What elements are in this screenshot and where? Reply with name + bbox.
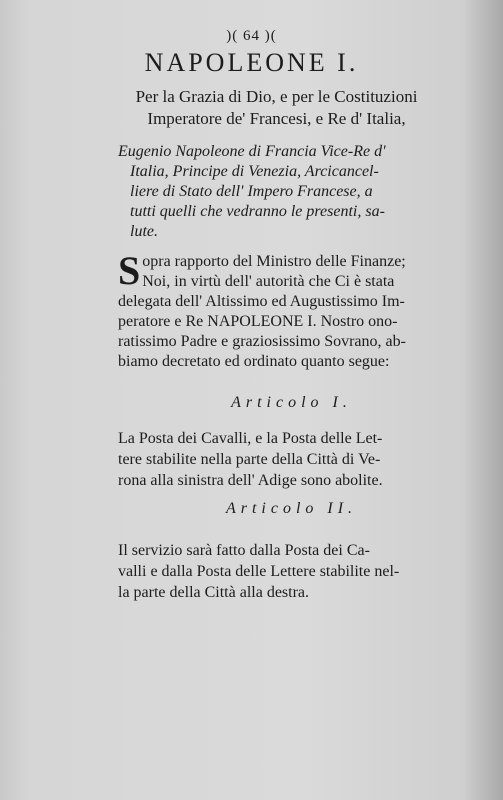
article-line: tere stabilite nella parte della Città di Ve- xyxy=(118,451,381,468)
decree-line: peratore e Re NAPOLEONE I. Nostro ono- xyxy=(118,313,398,330)
decree-line: biamo decretato ed ordinato quanto segue: xyxy=(118,353,390,370)
decree-line: ratissimo Padre e graziosissimo Sovrano, ab- xyxy=(118,333,406,350)
decree-line: Noi, in virtù dell' autorità che Ci è stata xyxy=(142,273,395,290)
prince-line: lute. xyxy=(130,223,158,240)
article-line: La Posta dei Cavalli, e la Posta delle Let- xyxy=(118,430,383,447)
prince-address xyxy=(118,142,483,242)
decree-line: opra rapporto del Ministro delle Finanze; xyxy=(142,253,406,270)
article-heading: Articolo I. xyxy=(231,394,352,411)
prince-line: Eugenio Napoleone di Francia Vice-Re d' xyxy=(118,143,386,160)
prince-line: Italia, Principe di Venezia, Arcicancel- xyxy=(130,163,379,180)
article-text xyxy=(118,540,479,603)
decree-line: delegata dell' Altissimo ed Augustissimo Im- xyxy=(118,293,405,310)
prince-line: tutti quelli che vedranno le presenti, sa- xyxy=(130,203,385,220)
article-line: la parte della Città alla destra. xyxy=(118,584,310,601)
drop-cap: S xyxy=(118,248,141,293)
subtitle xyxy=(70,86,483,130)
article-text xyxy=(118,428,479,491)
article-line: Il servizio sarà fatto dalla Posta dei Ca- xyxy=(118,542,370,559)
article-heading: Articolo II. xyxy=(225,500,358,517)
subtitle-line: Imperatore de' Francesi, e Re d' Italia, xyxy=(147,109,406,128)
page-title: NAPOLEONE I. xyxy=(144,48,359,77)
decree-paragraph xyxy=(118,248,479,372)
prince-line: liere di Stato dell' Impero Francese, a xyxy=(130,183,373,200)
page-number: )( 64 )( xyxy=(226,28,277,44)
article-line: valli e dalla Posta delle Lettere stabilite nel- xyxy=(118,563,400,580)
article-line: rona alla sinistra dell' Adige sono abolite. xyxy=(118,472,383,489)
subtitle-line: Per la Grazia di Dio, e per le Costituzioni xyxy=(135,87,418,106)
